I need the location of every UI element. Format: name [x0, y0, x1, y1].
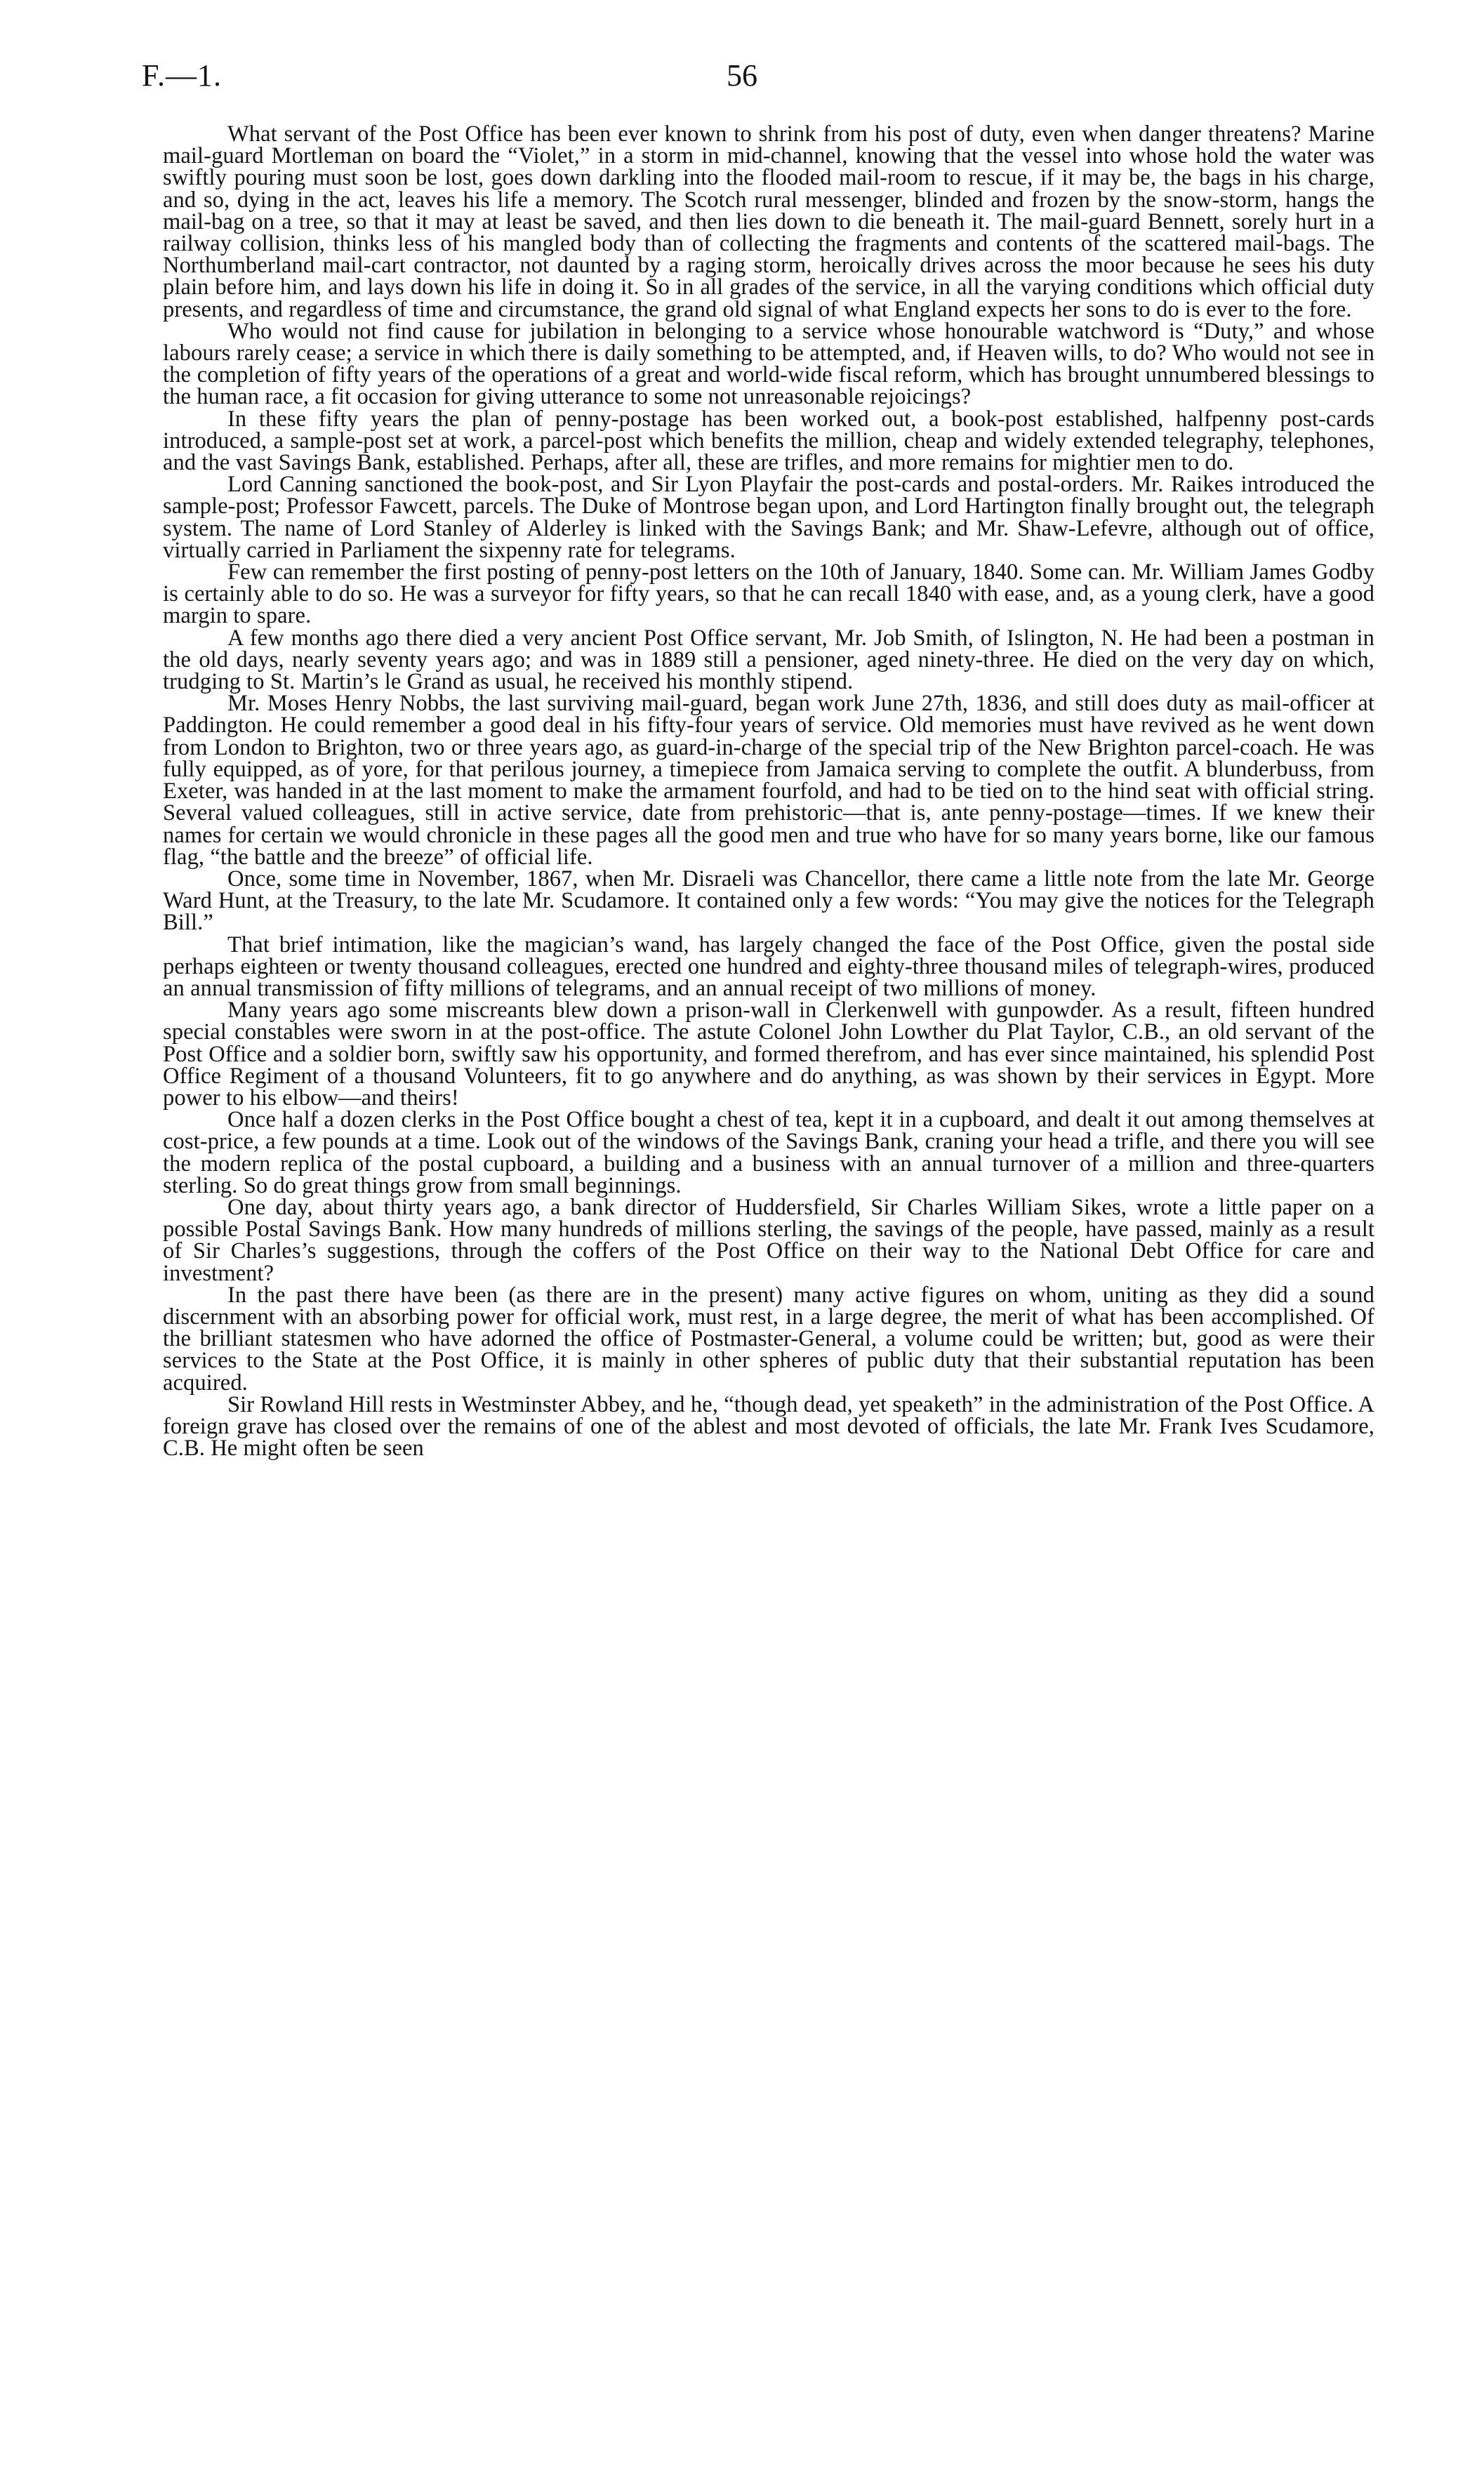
page-header [0, 0, 1484, 105]
paragraph-fifty-years: In these fifty years the plan of penny-postage has been worked out, a book-post established, halfpenny post-cards introduced, a sample-post set at work, a parcel-post which benefits the million, cheap and widely extended telegraphy, telephones, and the vast Savings Bank, established. Perhaps, after all, these are trifles, and more remains for mightier men to do. [163, 406, 1374, 476]
paragraph-post-office-regiment: Many years ago some miscreants blew down a prison-wall in Clerkenwell with gunpowder. As a result, fifteen hundred special constables were sworn in at the post-office. The astute Colonel John Lowther du Plat Taylor, C.B., an old servant of the Post Office and a soldier born, swiftly saw his opportunity, and formed therefrom, and has ever since maintained, his splendid Post Office Regiment of a thousand Volunteers, fit to go anywhere and do anything, as was shown by their services in Egypt. More power to his elbow—and theirs! [163, 998, 1374, 1111]
paragraph-moses-nobbs: Mr. Moses Henry Nobbs, the last surviving mail-guard, began work June 27th, 1836, and still does duty as mail-officer at Paddington. He could remember a good deal in his fifty-four years of service. Old memories must have revived as he went down from London to Brighton, two or three years ago, as guard-in-charge of the special trip of the New Brighton parcel-coach. He was fully equipped, as of yore, for that perilous journey, a timepiece from Jamaica serving to complete the outfit. A blunderbuss, from Exeter, was handed in at the last moment to make the armament fourfold, and had to be tied on to the hind seat with official string. Several valued colleagues, still in active service, date from prehistoric—that is, ante penny-postage—times. If we knew their names for certain we would chronicle in these pages all the good men and true who have for so many years borne, like our famous flag, “the battle and the breeze” of official life. [163, 691, 1374, 870]
paragraph-chest-of-tea: Once half a dozen clerks in the Post Office bought a chest of tea, kept it in a cupboard, and dealt it out among themselves at cost-price, a few pounds at a time. Look out of the windows of the Savings Bank, craning your head a trifle, and there you will see the modern replica of the postal cupboard, a building and a business with an annual turnover of a million and three-quarters sterling. So do great things grow from small beginnings. [163, 1107, 1374, 1198]
paragraph-active-figures: In the past there have been (as there are in the present) many active figures on whom, uniting as they did a sound discernment with an absorbing power for official work, must rest, in a large degree, the merit of what has been accomplished. Of the brilliant statesmen who have adorned the office of Postmaster-General, a volume could be written; but, good as were their services to the State at the Post Office, it is mainly in other spheres of public duty that their substantial reputation has been acquired. [163, 1282, 1374, 1396]
paragraph-savings-bank: One day, about thirty years ago, a bank director of Huddersfield, Sir Charles William Sikes, wrote a little paper on a possible Postal Savings Bank. How many hundreds of millions sterling, the savings of the people, have passed, mainly as a result of Sir Charles’s suggestions, through the coffers of the Post Office on their way to the National Debt Office for care and investment? [163, 1194, 1374, 1286]
paragraph-magicians-wand: That brief intimation, like the magician’s wand, has largely changed the face of the Post Office, given the postal side perhaps eighteen or twenty thousand colleagues, erected one hundred and eighty-three thousand miles of telegraph-wires, produced an annual transmission of fifty millions of telegrams, and an annual receipt of two millions of money. [163, 932, 1374, 1001]
paragraph-rowland-hill: Sir Rowland Hill rests in Westminster Abbey, and he, “though dead, yet speaketh” in the administration of the Post Office. A foreign grave has closed over the remains of one of the ablest and most devoted of officials, the late Mr. Frank Ives Scudamore, C.B. He might often be seen [163, 1391, 1374, 1462]
document-reference: F.—1. [142, 58, 222, 93]
page-number: 56 [727, 58, 757, 93]
paragraph-job-smith: A few months ago there died a very ancient Post Office servant, Mr. Job Smith, of Islington, N. He had been a postman in the old days, nearly seventy years ago; and was in 1889 still a pensioner, aged ninety-three. He died on the very day on which, trudging to St. Martin’s le Grand as usual, he received his monthly stipend. [163, 625, 1374, 695]
paragraph-jubilation: Who would not find cause for jubilation in belonging to a service whose honourable watchword is “Duty,” and whose labours rarely cease; a service in which there is daily something to be attempted, and, if Heaven wills, to do? Who would not see in the completion of fifty years of the operations of a great and world-wide fiscal reform, which has brought unnumbered blessings to the human race, a fit occasion for giving utterance to some not unreasonable rejoicings? [163, 318, 1374, 410]
paragraph-post-office-duty: What servant of the Post Office has been ever known to shrink from his post of duty, even when danger threatens? Marine mail-guard Mortleman on board the “Violet,” in a storm in mid-channel, knowing that the vessel into whose hold the water was swiftly pouring must soon be lost, goes down darkling into the flooded mail-room to rescue, if it may be, the bags in his charge, and so, dying in the act, leaves his life a memory. The Scotch rural messenger, blinded and frozen by the snow-storm, hangs the mail-bag on a tree, so that it may at least be saved, and then lies down to die beneath it. The mail-guard Bennett, sorely hurt in a railway collision, thinks less of his mangled body than of collecting the fragments and contents of the scattered mail-bags. The Northumberland mail-cart contractor, not daunted by a raging storm, heroically drives across the moor because he sees his duty plain before him, and lays down his life in doing it. So in all grades of the service, in all the varying conditions which official duty presents, and regardless of time and circumstance, the grand old signal of what England expects her sons to do is ever to the fore. [163, 121, 1374, 322]
body-text [163, 121, 1374, 1462]
paragraph-penny-post-1840: Few can remember the first posting of penny-post letters on the 10th of January, 1840. Some can. Mr. William James Godby is certainly able to do so. He was a surveyor for fifty years, so that he can recall 1840 with ease, and, as a young clerk, have a good margin to spare. [163, 559, 1374, 629]
paragraph-lord-canning: Lord Canning sanctioned the book-post, and Sir Lyon Playfair the post-cards and postal-orders. Mr. Raikes introduced the sample-post; Professor Fawcett, parcels. The Duke of Montrose began upon, and Lord Hartington finally brought out, the telegraph system. The name of Lord Stanley of Alderley is linked with the Savings Bank; and Mr. Shaw-Lefevre, although out of office, virtually carried in Parliament the sixpenny rate for telegrams. [163, 472, 1374, 563]
paragraph-telegraph-bill-note: Once, some time in November, 1867, when Mr. Disraeli was Chancellor, there came a little note from the late Mr. George Ward Hunt, at the Treasury, to the late Mr. Scudamore. It contained only a few words: “You may give the notices for the Telegraph Bill.” [163, 866, 1374, 936]
